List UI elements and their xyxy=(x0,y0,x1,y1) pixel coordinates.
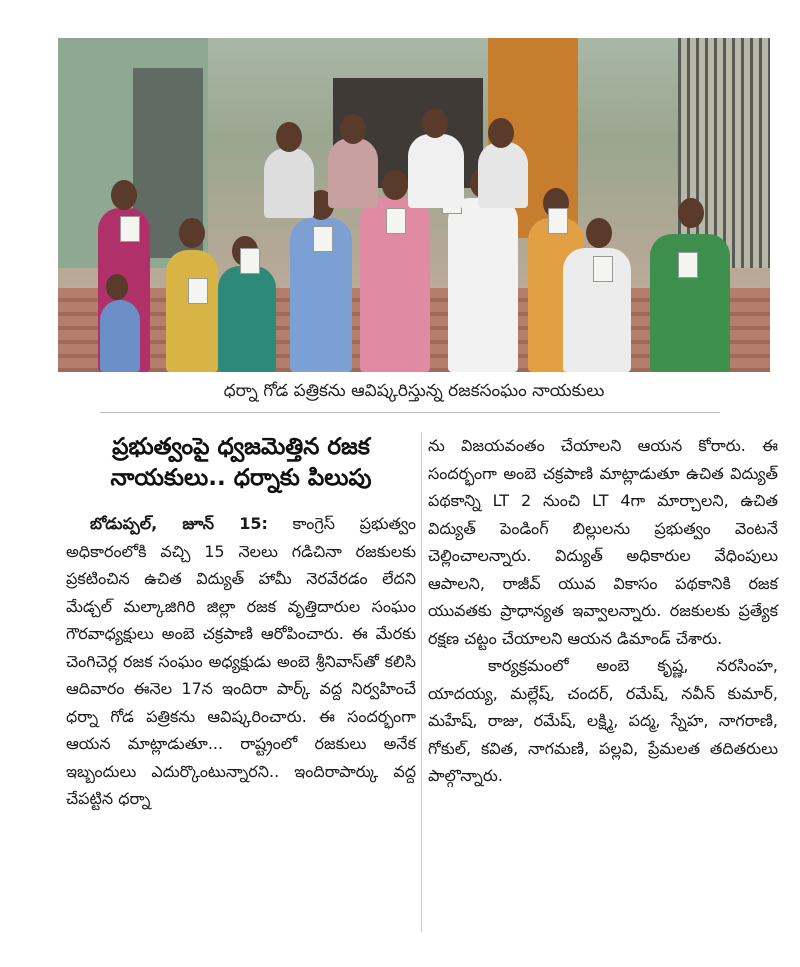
article-column-right xyxy=(428,432,778,790)
previous-headline-cutoff xyxy=(0,0,800,24)
photo-caption: ధర్నా గోడ పత్రికను ఆవిష్కరిస్తున్న రజకసంఘం నాయకులు xyxy=(223,381,605,401)
article-paragraph-1 xyxy=(66,510,416,813)
article-column-left xyxy=(66,432,416,813)
article-paragraph-2: ను విజయవంతం చేయాలని ఆయన కోరారు. ఈ సందర్భంగా అంబె చక్రపాణి మాట్లాడుతూ ఉచిత విద్యుత్ పథకాన్ని LT 2 నుంచి LT 4గా మార్చాలని, ఉచిత విద్యుత్ పెండింగ్ బిల్లులను ప్రభుత్వం వెంటనే చెల్లించాలన్నారు. విద్యుత్ అధికారుల వేధింపులు ఆపాలని, రాజీవ్ యువ వికాసం పథకానికి రజక యువతకు ప్రాధాన్యత ఇవ్వాలన్నారు. రజకులకు ప్రత్యేక రక్షణ చట్టం చేయాలని ఆయన డిమాండ్ చేశారు. xyxy=(428,436,778,648)
dateline: బోడుప్పల్, జూన్ 15: xyxy=(90,514,268,533)
headline-line-2: నాయకులు.. ధర్నాకు పిలుపు xyxy=(110,465,372,491)
headline-line-1: ప్రభుత్వంపై ధ్వజమెత్తిన రజక xyxy=(112,434,370,460)
next-headline-cutoff xyxy=(60,946,760,967)
paragraph-1-body: కాంగ్రెస్ ప్రభుత్వం అధికారంలోకి వచ్చి 15 నెలలు గడిచినా రజకులకు ప్రకటించిన ఉచిత విద్యుత్ హామీ నెరవేరడం లేదని మేడ్చల్ మల్కాజిగిరి జిల్లా రజక వృత్తిదారుల సంఘం గౌరవాధ్యక్షులు అంబె చక్రపాణి ఆరోపించారు. ఈ మేరకు చెంగిచెర్ల రజక సంఘం అధ్యక్షుడు అంబె శ్రీనివాస్‌తో కలిసి ఆదివారం ఈనెల 17న ఇందిరా పార్క్ వద్ద నిర్వహించే ధర్నా గోడ పత్రికను ఆవిష్కరించారు. ఈ సందర్భంగా ఆయన మాట్లాడుతూ... రాష్ట్రంలో రజకులు అనేక ఇబ్బందులు ఎదుర్కొంటున్నారని.. ఇందిరాపార్కు వద్ద చేపట్టిన ధర్నా xyxy=(66,514,416,808)
column-divider xyxy=(421,432,422,932)
news-photo xyxy=(58,38,770,372)
article-paragraph-3: కార్యక్రమంలో అంబె కృష్ణ, నరసింహ, యాదయ్య, మల్లేష్, చందర్, రమేష్, నవీన్ కుమార్, మహేష్, రాజు, రమేష్, లక్ష్మి, పద్మ, స్నేహ, నాగరాణి, గోకుల్, కవిత, నాగమణి, పల్లవి, ప్రేమలత తదితరులు పాల్గొన్నారు. xyxy=(428,656,778,785)
article-headline xyxy=(66,432,416,494)
caption-divider xyxy=(100,412,720,413)
